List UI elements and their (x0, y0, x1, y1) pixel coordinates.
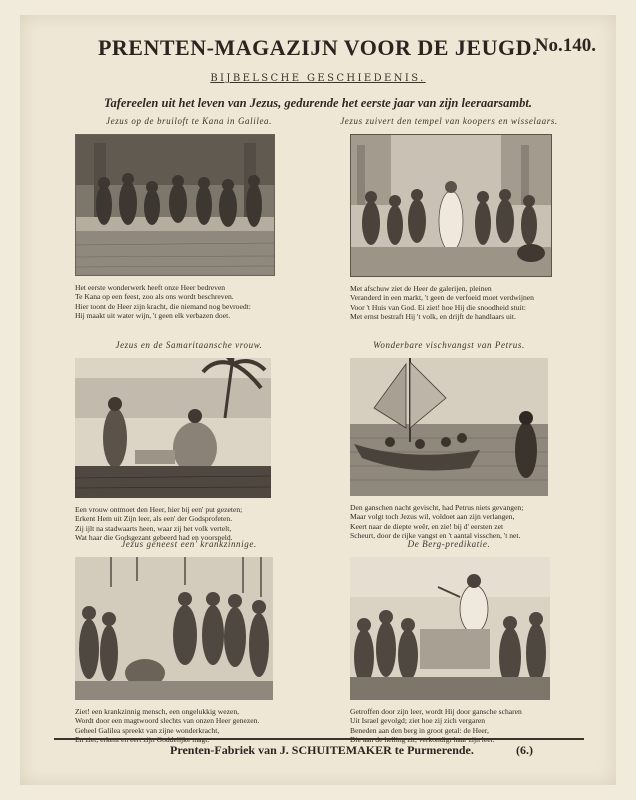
panel-caption: Jezus zuivert den tempel van koopers en wisselaars. (340, 116, 558, 126)
verse-line: Maar volgt toch Jezus wil, voldoet aan zijn verlangen, (350, 512, 515, 522)
engraving-image (75, 134, 275, 276)
sheet-number: (6.) (516, 743, 533, 757)
engraving-image (350, 358, 548, 496)
panel-6 (314, 539, 584, 745)
panel-caption: Jezus en de Samaritaansche vrouw. (115, 340, 263, 350)
footer-rule (54, 738, 584, 740)
verse-line: Veranderd in een markt, 't geen de verfoeid moet verdwijnen (350, 293, 534, 303)
verse-line: Het eerste wonderwerk heeft onze Heer bedreven (75, 283, 226, 292)
verse-line: Getroffen door zijn leer, wordt Hij door gansche scharen (350, 707, 522, 716)
page-tagline: Tafereelen uit het leven van Jezus, gedurende het eerste jaar van zijn leeraarsambt. (104, 96, 532, 110)
publisher-line: Prenten-Fabriek van J. SCHUITEMAKER te Purmerende. (170, 743, 474, 757)
verse-line: Een vrouw ontmoet den Heer, hier bij een' put gezeten; (75, 505, 243, 514)
panel-verse (75, 505, 324, 543)
panel-5 (54, 539, 324, 745)
panel-3 (54, 340, 324, 543)
verse-line: Wat haar die Godsgezant gebeerd had en voorspeld. (75, 533, 233, 543)
panel-caption: Jezus geneest een' krankzinnige. (121, 539, 257, 549)
panel-caption: Wonderbare vischvangst van Petrus. (373, 340, 525, 350)
print-sheet (20, 15, 616, 785)
engraving-image (350, 557, 550, 700)
verse-line: Wordt door een magtwoord slechts van onzen Heer genezen. (75, 716, 260, 726)
panel-caption: Jezus op de bruiloft te Kana in Galilea. (106, 116, 272, 126)
panel-4 (314, 340, 584, 541)
verse-line: Keert naar de diepte weêr, en zie! bij d' eersten zet (350, 521, 504, 531)
panel-2 (314, 116, 584, 322)
verse-line: Hier toont de Heer zijn kracht, die niemand nog bevroedt: (75, 301, 251, 311)
engraving-image (75, 358, 271, 498)
verse-line: Met ernst bestraft Hij 't volk, en drijft de handlaars uit. (350, 312, 516, 322)
verse-line: Met afschuw ziet de Heer de galerijen, pleinen (350, 284, 492, 293)
verse-line: Te Kana op een feest, zoo als ons wordt beschreven. (75, 292, 234, 302)
verse-line: Hij maakt uit water wijn, 't geen elk verbazen doet. (75, 311, 231, 321)
verse-line: Geheel Galilea spreekt van zijne wonderkracht, (75, 725, 220, 735)
panel-verse (350, 503, 584, 541)
panel-1 (54, 116, 324, 321)
verse-line: Den ganschen nacht gevischt, had Petrus niets gevangen; (350, 503, 524, 512)
engraving-image (75, 557, 273, 700)
verse-line: Die aan de helling zit, verkondigt haar zijn leer. (350, 735, 495, 745)
verse-line: En ziet, erkent en eert zijn Goddelijke magt. (75, 735, 210, 745)
verse-line: Voor 't Huis van God. Ei ziet! hoe Hij die snoodheid stuit: (350, 302, 526, 312)
verse-line: Ziet! een krankzinnig mensch, een ongelukkig wezen, (75, 707, 240, 716)
page-subtitle: BIJBELSCHE GESCHIEDENIS. (210, 73, 426, 84)
verse-line: Beneden aan den berg in groot getal: de Heer, (350, 725, 489, 735)
verse-line: Uit Israel gevolgd; ziet hoe zij zich vergaren (350, 716, 486, 726)
panel-verse (75, 283, 324, 321)
panel-verse (350, 284, 584, 322)
issue-number: No.140. (534, 35, 596, 56)
engraving-image (350, 134, 552, 277)
panel-caption: De Berg-predikatie. (407, 539, 491, 549)
verse-line: Zij ijlt na stadwaarts heen, waar zij het volk vertelt, (75, 523, 232, 533)
verse-line: Erkent Hem uit Zijn leer, als een' der Godsprofeten. (75, 514, 233, 524)
page-title: PRENTEN-MAGAZIJN VOOR DE JEUGD. (97, 35, 538, 60)
verse-line: Scheurt, door de rijke vangst en 't aantal visschen, 't net. (350, 531, 521, 541)
